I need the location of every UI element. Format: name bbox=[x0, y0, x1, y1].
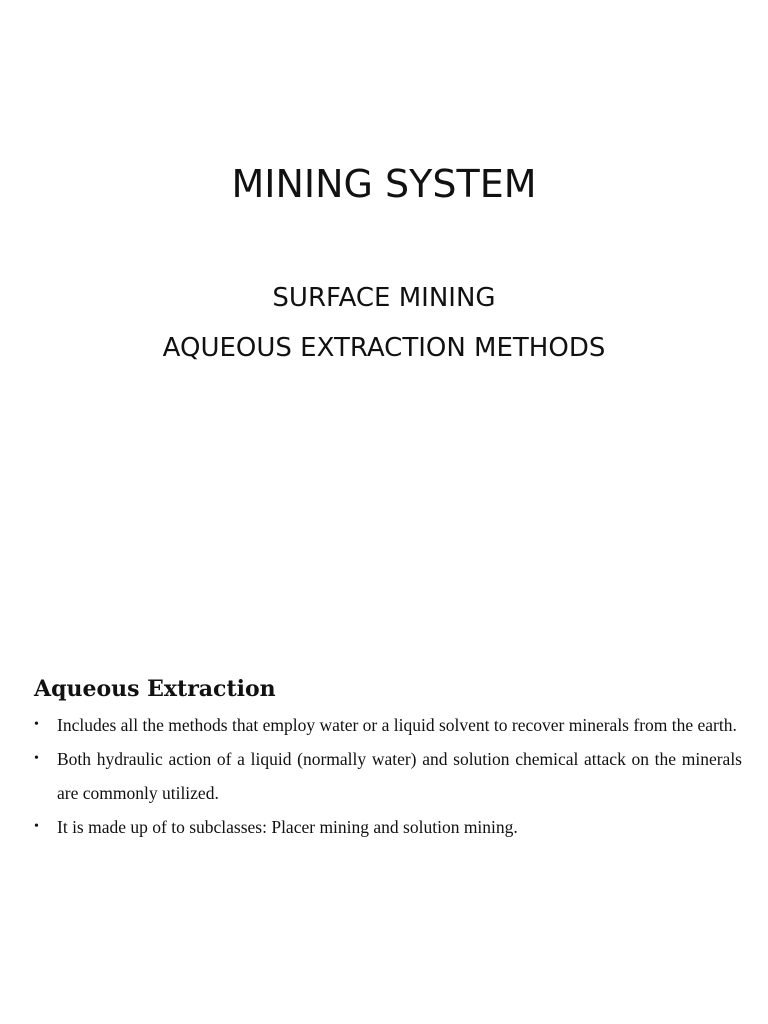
bullet-icon: • bbox=[34, 717, 39, 732]
bullet-icon: • bbox=[34, 751, 39, 766]
section-heading: Aqueous Extraction bbox=[34, 676, 276, 702]
list-item-text: Both hydraulic action of a liquid (normally water) and solution chemical attack on the minerals are commonly utilized. bbox=[57, 749, 742, 803]
list-item-text: Includes all the methods that employ water or a liquid solvent to recover minerals from the earth. bbox=[57, 715, 737, 735]
list-item bbox=[34, 810, 742, 844]
list-item bbox=[34, 742, 742, 810]
bullet-icon: • bbox=[34, 819, 39, 834]
bullet-list bbox=[34, 708, 742, 844]
list-item-text: It is made up of to subclasses: Placer mining and solution mining. bbox=[57, 817, 518, 837]
list-item bbox=[34, 708, 742, 742]
subtitle-aqueous-extraction: AQUEOUS EXTRACTION METHODS bbox=[162, 333, 606, 363]
content-slide bbox=[34, 676, 742, 844]
page-title: MINING SYSTEM bbox=[231, 162, 537, 206]
subtitle-surface-mining: SURFACE MINING bbox=[272, 283, 496, 313]
